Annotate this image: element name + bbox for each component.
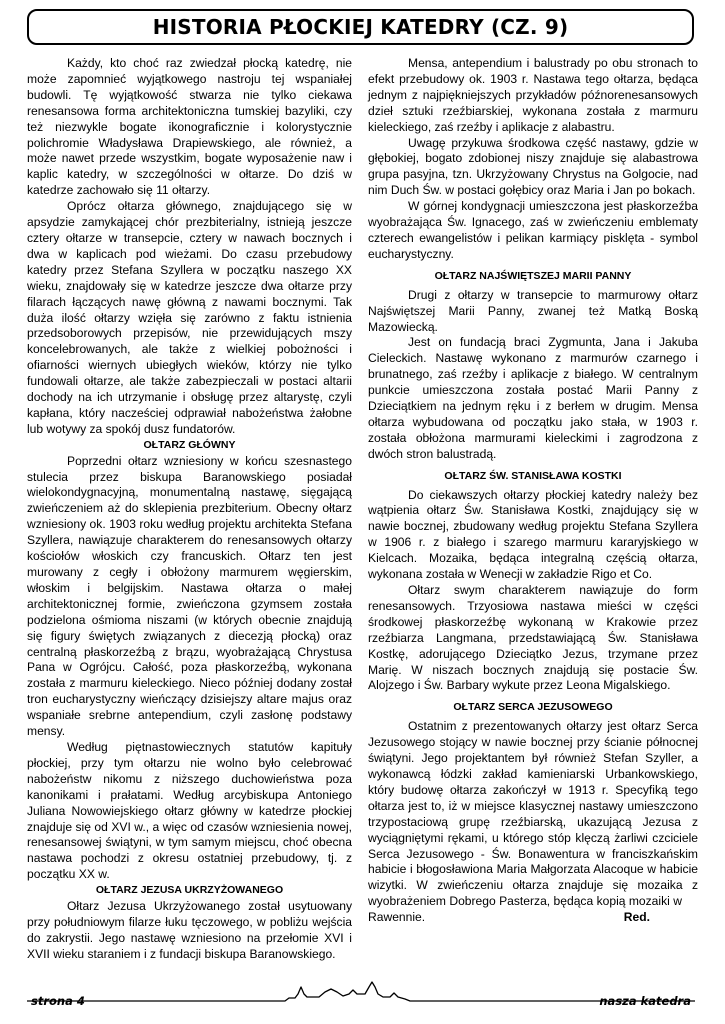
signature: Red. xyxy=(623,910,650,925)
paragraph: Ostatnim z prezentowanych ołtarzy jest ołtarz Serca Jezusowego stojący w nawie bocznej przy ścianie północnej świątyni. Jego projektantem był również Stefan Szyller, a wykonawcą łódzki zakład kamieniarski Urbankowskiego, który budowę ołtarza zakończył w 1913 r. Specyfiką tego ołtarza jest to, iż w miejsce klasycznej nastawy umieszczono trzypostaciową grupę rzeźbiarską, ukazującą Jezusa z wyciągniętymi rękami, u którego stóp klęczą żarliwi czciciele Serca Jezusowego - Św. Bonawentura w franciszkańskim habicie i błogosławiona Maria Małgorzata Alacoque w habicie wizytki. W zwieńczeniu ołtarza znajduje się mozaika z wyobrażeniem Dobrego Pasterza, będąca kopią mozaiki w xyxy=(368,719,698,909)
cathedral-skyline-icon xyxy=(27,981,695,1017)
section-heading: OŁTARZ ŚW. STANISŁAWA KOSTKI xyxy=(444,469,622,482)
page-footer xyxy=(27,981,695,1017)
section-heading: OŁTARZ SERCA JEZUSOWEGO xyxy=(453,701,613,714)
paragraph: Uwagę przykuwa środkowa część nastawy, gdzie w głębokiej, bogato zdobionej niszy znajduje się alabastrowa grupa pasyjna, tzn. Ukrzyżowany Chrystus na Golgocie, nad nim Duch Św. w postaci gołębicy oraz Maria i Jan po bokach. xyxy=(368,135,698,198)
paragraph: Każdy, kto choć raz zwiedzał płocką katedrę, nie może zapomnieć wyjątkowego nastroju tej wspaniałej budowli. Tę wyjątkowość stwarza nie tylko ciekawa renesansowa forma architektoniczna tumskiej bazyliki, czy też niezwykle bogate ikonograficznie i kolorystycznie polichromie Władysława Drapiewskiego, ale również, a może nawet przede wszystkim, bogate wyposażenie naw i kaplic katedry, w szczególności w ołtarze. Do dziś w katedrze zachowało się 11 ołtarzy. xyxy=(27,56,352,198)
section-heading: OŁTARZ NAJŚWIĘTSZEJ MARII PANNY xyxy=(434,269,632,282)
article-title: HISTORIA PŁOCKIEJ KATEDRY (CZ. 9) xyxy=(27,9,694,45)
paragraph: W górnej kondygnacji umieszczona jest płaskorzeźba wyobrażająca Św. Ignacego, zaś w zwieńczeniu emblematy czterech ewangelistów i pelikan karmiący pisklęta - symbol eucharystyczny. xyxy=(368,199,698,261)
paragraph: Drugi z ołtarzy w transepcie to marmurowy ołtarz Najświętszej Marii Panny, zwanej też Matką Boską Mazowiecką. xyxy=(368,287,698,334)
section-heading: OŁTARZ JEZUSA UKRZYŻOWANEGO xyxy=(95,884,284,897)
paragraph: Ołtarz Jezusa Ukrzyżowanego został usytuowany przy południowym filarze łuku tęczowego, w pobliżu wejścia do zakrystii. Jego nastawę wzniesiono na przełomie XVI i XVII wieku staraniem i z fundacji biskupa Baranowskiego. xyxy=(27,899,352,961)
paragraph: Według piętnastowiecznych statutów kapituły płockiej, przy tym ołtarzu nie wolno było celebrować nabożeństw nikomu z niższego duchowieństwa poza kanonikami i prałatami. Według arcybiskupa Antoniego Juliana Nowowiejskiego ołtarz główny w katedrze płockiej znajduje się od XVI w., a więc od czasów wzniesienia nowej, renesansowej świątyni, w tym samym miejscu, choć obecna nastawa pochodzi z okresu ostatniej przebudowy, tj. z początku XX w. xyxy=(27,739,352,882)
paragraph: Oprócz ołtarza głównego, znajdującego się w apsydzie zamykającej chór prezbiterialny, istnieją jeszcze cztery ołtarze w transepcie, cztery w nawach bocznych i dwa w kaplicach pod wieżami. Do czasu przebudowy katedry przez Stefana Szyllera w początku naszego XX wieku, znajdowały się w katedrze jeszcze dwa ołtarze przy filarach łączących nawę główną z nawami bocznymi. Tak duża ilość ołtarzy wzięła się zarówno z faktu istnienia przedsoborowych przepisów, nie przewidujących mszy koncelebrowanych, ale także z wielkiej pobożności i ofiarności wiernych ubiegłych wieków, którzy nie tylko fundowali ołtarze, ale także zabezpieczali w postaci altarii dochody na ich utrzymanie i obsługę przez altarystę, czyli kapłana, który nacześciej odprawiał nabożeństwa żałobne lub wotywy za spokój dusz fundatorów. xyxy=(27,199,352,436)
left-column xyxy=(27,56,352,963)
paragraph: Mensa, antependium i balustrady po obu stronach to efekt przebudowy ok. 1903 r. Nastawa tego ołtarza, będąca jednym z najpiękniejszych przykładów późnorenesansowych dzieł sztuki rzeźbiarskiej, wykonana została z marmuru kieleckiego, zaś rzeźby i aplikacje z alabastru. xyxy=(368,56,698,134)
right-column xyxy=(368,56,698,926)
paragraph: Jest on fundacją braci Zygmunta, Jana i Jakuba Cieleckich. Nastawę wykonano z marmurów czarnego i brunatnego, zaś rzeźby i aplikacje z białego. W centralnym punkcie umieszczona została postać Marii Panny z Dzieciątkiem na jednym ręku i z berłem w drugim. Mensa ołtarza wybudowana od początku jako stała, w 1903 r. została obłożona marmurami kieleckimi i zagrodzona z dwóch stron balustradą. xyxy=(368,335,698,461)
paragraph: Poprzedni ołtarz wzniesiony w końcu szesnastego stulecia przez biskupa Baranowskiego posiadał wielokondygnacyjną, monumentalną nastawę, sięgającą zwieńczeniem aż do sklepienia prezbiterium. Obecny ołtarz wzniesiony ok. 1903 roku według projektu architekta Stefana Szyllera, nawiązuje charakterem do renesansowych ołtarzy kościołów włoskich czy francuskich. Ołtarz ten jest murowany z cegły i obłożony marmurem węgierskim, włoskim i belgijskim. Nastawa ołtarza o małej architektonicznej formie, zwieńczona gzymsem została podzielona ośmioma niszami (w których obecnie znajdują się figury świętych związanych z diecezją płocką) oraz centralną płaskorzeźbą z brązu, wyobrażającą Chrystusa Pana w Ogrójcu. Całość, poza płaskorzeźbą, wykonana została z marmuru kieleckiego. Nieco później dodany został tron eucharystyczny wieńczący dzisiejszy altare majus oraz wspaniałe srebrne antependium, czyli zasłonę podstawy mensy. xyxy=(27,453,352,739)
paragraph: Ołtarz swym charakterem nawiązuje do form renesansowych. Trzyosiowa nastawa mieści w części środkowej płaskorzeźbę wykonaną w Krakowie przez rzeźbiarza Langmana, przedstawiającą Św. Stanisława Kostkę, adorującego Dzieciątko Jezus, trzymane przez Marię. W niszach bocznych znajdują się postacie Św. Alojzego i Św. Barbary wykute przez Leona Migalskiego. xyxy=(368,583,698,693)
publication-name: nasza katedra xyxy=(599,994,691,1008)
section-heading: OŁTARZ GŁÓWNY xyxy=(143,438,236,451)
closing-text: Rawennie. xyxy=(368,910,426,925)
paragraph: Do ciekawszych ołtarzy płockiej katedry należy bez wątpienia ołtarz Św. Stanisława Kostki, znajdujący się w nawie bocznej, zbudowany według projektu Stefana Szyllera w 1906 r. z białego i szarego marmuru kararyjskiego w Kielcach. Mozaika, będąca integralną częścią ołtarza, wykonana została w Wenecji w zakładzie Rigo et Co. xyxy=(368,487,698,582)
signoff-line xyxy=(368,910,698,926)
page-number: strona 4 xyxy=(31,994,85,1008)
